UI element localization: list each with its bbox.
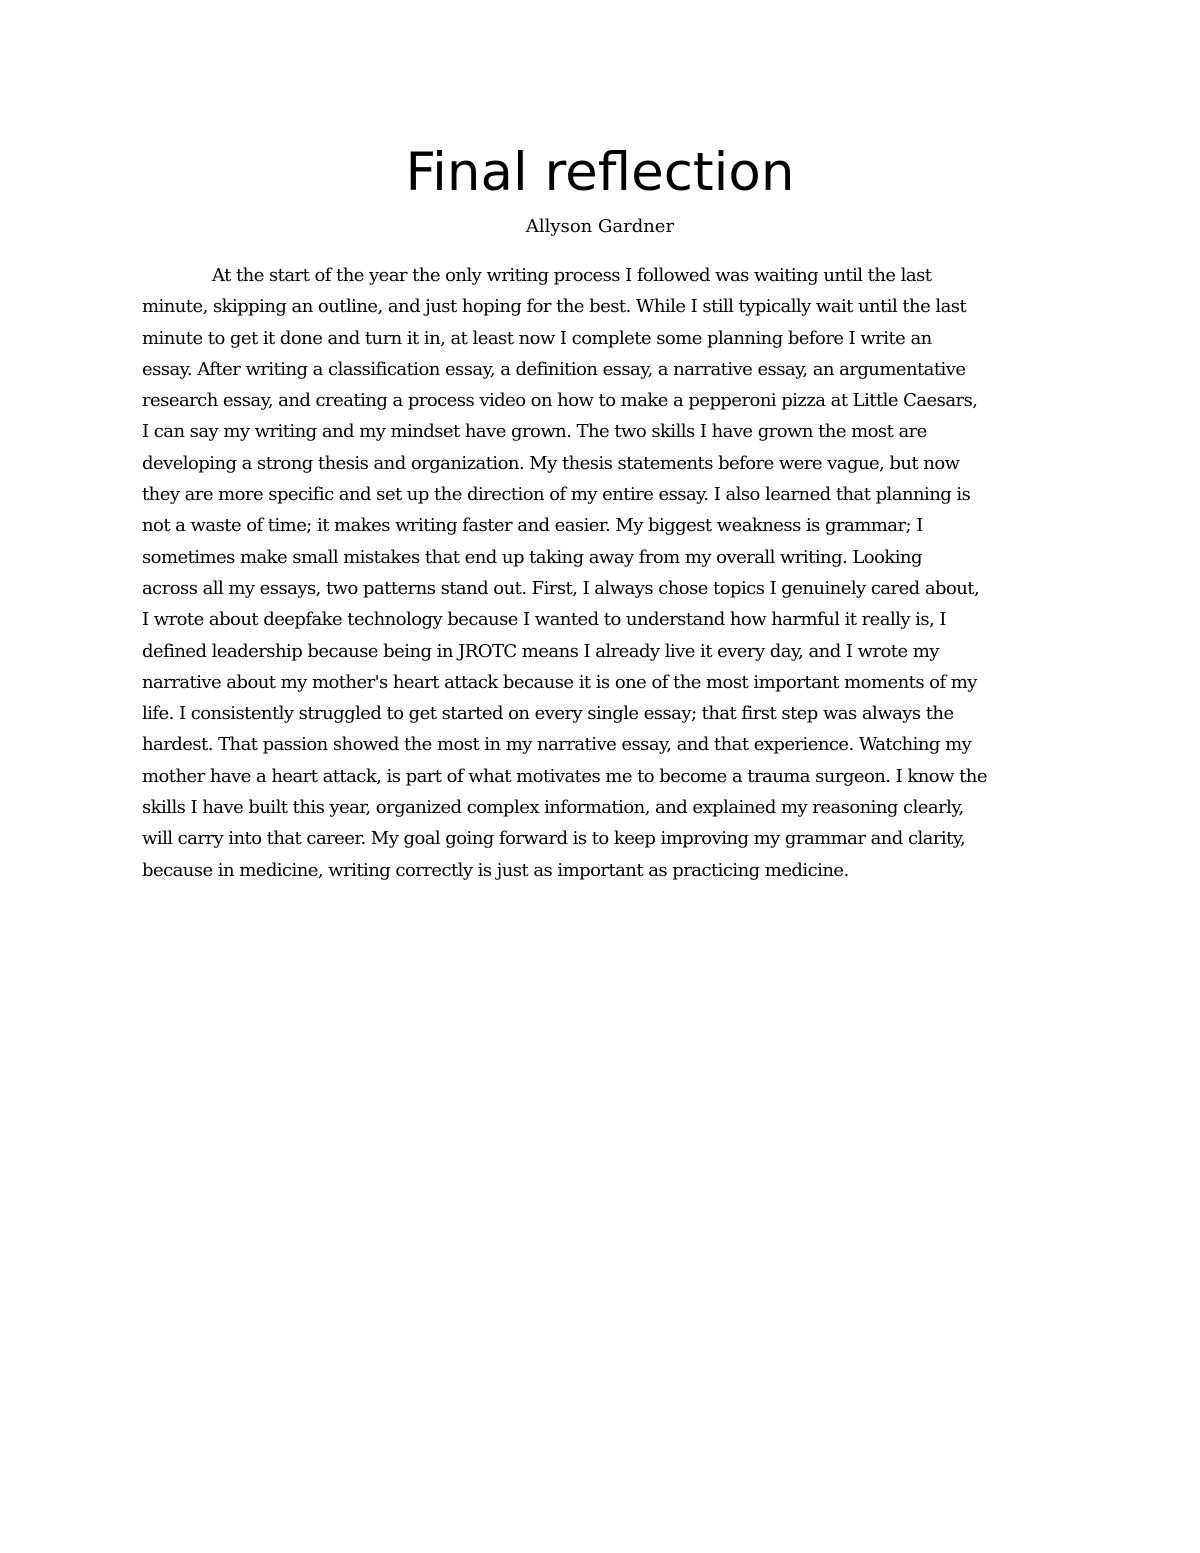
body-line: because in medicine, writing correctly is just as important as practicing medicine. <box>142 859 849 881</box>
body-line: sometimes make small mistakes that end up taking away from my overall writing. Looking <box>142 546 922 568</box>
body-line: I can say my writing and my mindset have grown. The two skills I have grown the most are <box>142 421 927 443</box>
body-line: I wrote about deepfake technology because I wanted to understand how harmful it really is, I <box>142 609 946 631</box>
body-line: At the start of the year the only writing process I followed was waiting until the last <box>212 265 932 286</box>
body-line: skills I have built this year, organized complex information, and explained my reasoning clearly, <box>142 797 964 819</box>
document-author: Allyson Gardner <box>525 216 675 237</box>
body-line: hardest. That passion showed the most in my narrative essay, and that experience. Watching my <box>142 734 972 756</box>
body-line: narrative about my mother's heart attack because it is one of the most important moments of my <box>142 671 977 693</box>
body-line: they are more specific and set up the direction of my entire essay. I also learned that planning is <box>142 484 971 506</box>
body-line: mother have a heart attack, is part of what motivates me to become a trauma surgeon. I know the <box>142 765 987 787</box>
body-line: minute to get it done and turn it in, at least now I complete some planning before I write an <box>142 327 932 349</box>
body-line: minute, skipping an outline, and just hoping for the best. While I still typically wait until the last <box>142 296 967 318</box>
body-line: essay. After writing a classification essay, a definition essay, a narrative essay, an argumentative <box>142 358 966 380</box>
body-line: across all my essays, two patterns stand out. First, I always chose topics I genuinely cared about, <box>142 577 980 599</box>
body-line: research essay, and creating a process video on how to make a pepperoni pizza at Little Caesars, <box>142 390 978 412</box>
body-line: not a waste of time; it makes writing faster and easier. My biggest weakness is grammar; I <box>142 515 923 537</box>
body-line: will carry into that career. My goal going forward is to keep improving my grammar and clarity, <box>142 828 966 850</box>
body-paragraph <box>142 260 1062 886</box>
document-title: Final reflection <box>405 142 795 203</box>
body-line: developing a strong thesis and organization. My thesis statements before were vague, but now <box>142 452 960 474</box>
body-line: life. I consistently struggled to get started on every single essay; that first step was always the <box>142 703 954 725</box>
body-line: defined leadership because being in JROTC means I already live it every day, and I wrote my <box>142 640 939 662</box>
